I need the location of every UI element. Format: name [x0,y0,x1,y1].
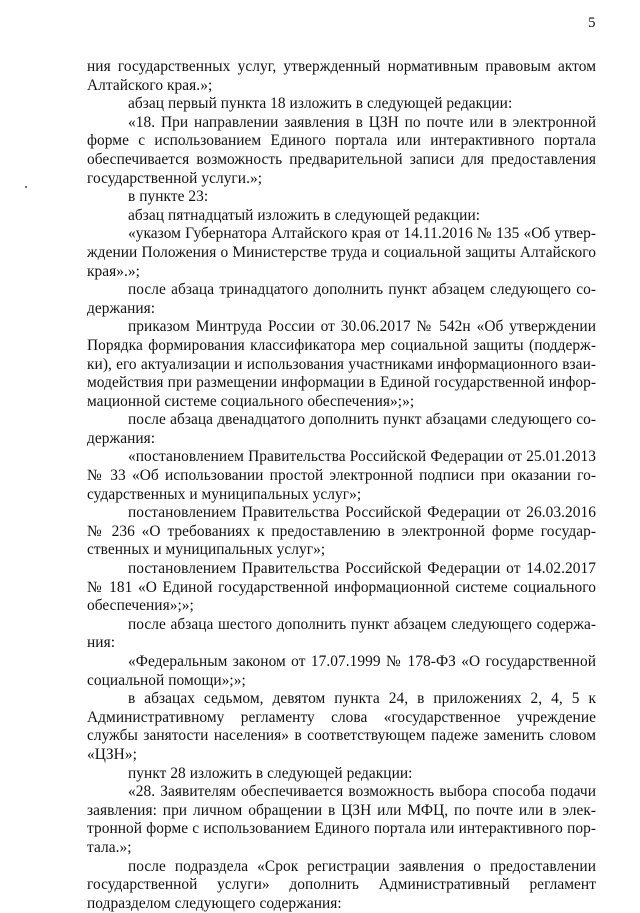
paragraph-abzac-15: абзац пятнадцатый изложить в следующей редакции: [128,206,481,224]
page-number: 5 [588,15,596,31]
paragraph-new-subsection: после подраздела «Срок регистрации заявления о предоставлении государственной услуги» дополнить Административный регламент подразделом следующего содержания: [87,857,596,912]
document-body [87,58,596,913]
paragraph-quote-decree: «указом Губернатора Алтайского края от 14.11.2016 № 135 «Об утверждении Положения о Министерстве труда и социальной защиты Алтайского края».»; [87,225,596,280]
paragraph-continuation: ния государственных услуг, утвержденный нормативным правовым актом Алтайского края.»; [87,58,596,94]
paragraph-resolution-33: «постановлением Правительства Российской Федерации от 25.01.2013 № 33 «Об использовании простой электронной подписи при оказании государственных и муниципальных услуг»; [87,448,596,503]
paragraph-point-28: пункт 28 изложить в следующей редакции: [128,764,413,782]
paragraph-after-12: после абзаца двенадцатого дополнить пункт абзацами следующего содержания: [87,411,596,447]
paragraph-point-23: в пункте 23: [128,188,209,206]
paragraph-point-24: в абзацах седьмом, девятом пункта 24, в приложениях 2, 4, 5 к Административному регламенту слова «государственное учреждение службы занятости населения» в соответствующем падеже заменить словом «ЦЗН»; [87,690,596,763]
paragraph-resolution-181: постановлением Правительства Российской Федерации от 14.02.2017 № 181 «О Единой государственной информационной системе социального обеспечения»;»; [87,560,596,615]
paragraph-after-13: после абзаца тринадцатого дополнить пункт абзацем следующего содержания: [87,281,596,317]
paragraph-quote-18: «18. При направлении заявления в ЦЗН по почте или в электронной форме с использованием Единого портала или интерактивного портала обеспечивается возможность предварительной записи для предоставления государственной услуги.»; [87,113,596,187]
paragraph-order-mintrud: приказом Минтруда России от 30.06.2017 № 542н «Об утверждении Порядка формирования классификатора мер социальной защиты (поддержки), его актуализации и использования участниками информационного взаимодействия при размещении информации в Единой государственной информационной системе социального обеспечения»;»; [87,318,596,410]
paragraph-quote-28: «28. Заявителям обеспечивается возможность выбора способа подачи заявления: при личном обращении в ЦЗН или МФЦ, по почте или в электронной форме с использованием Единого портала или интерактивного портала.»; [87,783,596,856]
paragraph-federal-law: «Федеральным законом от 17.07.1999 № 178-ФЗ «О государственной социальной помощи»;»; [87,653,596,689]
paragraph-resolution-236: постановлением Правительства Российской Федерации от 26.03.2016 № 236 «О требованиях к предоставлению в электронной форме государственных и муниципальных услуг»; [87,504,596,559]
paragraph-amendment-18: абзац первый пункта 18 изложить в следующей редакции: [128,95,513,113]
scan-speck [25,186,27,188]
paragraph-after-6: после абзаца шестого дополнить пункт абзацем следующего содержания: [87,615,596,652]
